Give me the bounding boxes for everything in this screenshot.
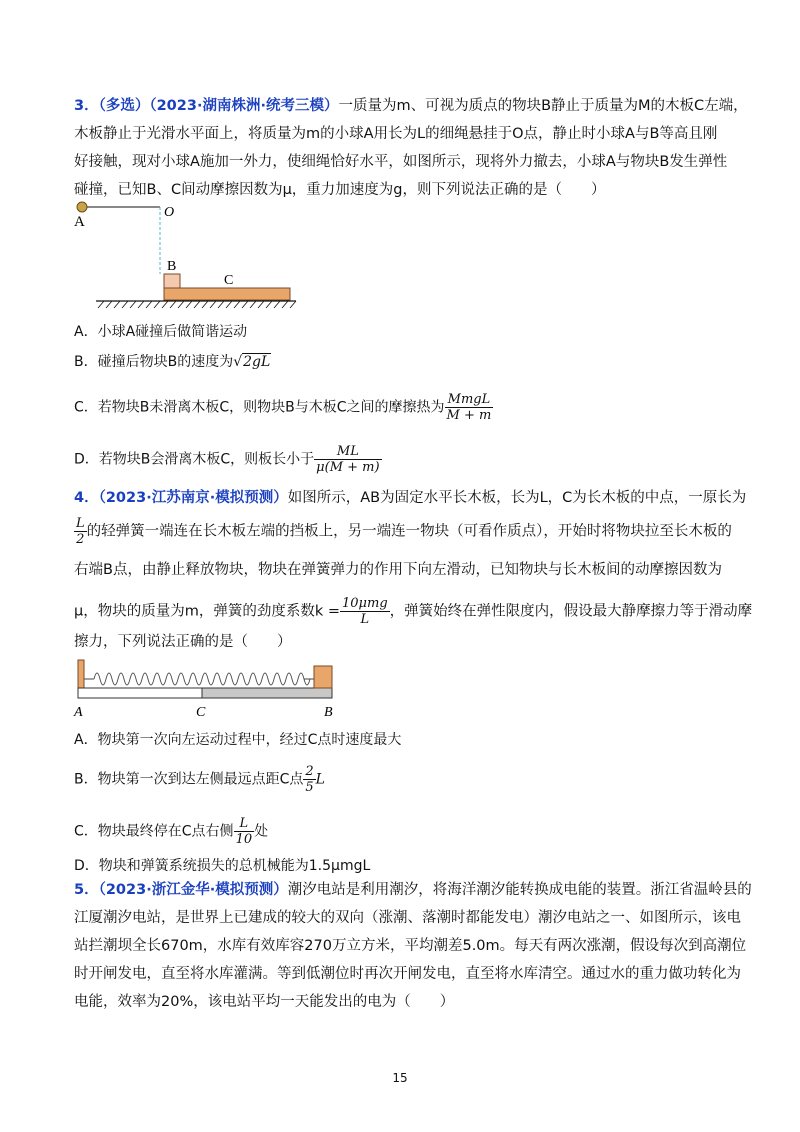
q4-k-denominator: L xyxy=(360,612,370,627)
spring xyxy=(94,673,310,685)
q3-text-4: 碰撞，已知B、C间动摩擦因数为μ，重力加速度为g，则下列说法正确的是（ ） xyxy=(74,182,606,198)
q4-option-b-suffix: L xyxy=(315,771,325,788)
q5-number: 5． xyxy=(74,882,99,898)
q3-option-c-numerator: MmgL xyxy=(445,392,494,408)
q3-option-c xyxy=(74,392,493,423)
q3-text-3: 好接触，现对小球A施加一外力，使细绳恰好水平，如图所示，现将外力撤去，小球A与物块B发生弹性 xyxy=(74,154,728,170)
q4-source: （2023·江苏南京·模拟预测） xyxy=(98,490,288,506)
q5-text-3: 站拦潮坝全长670m，水库有效库容270万立方米，平均潮差5.0m。每天有两次涨潮，假设每次到高潮位 xyxy=(74,938,747,954)
q4-option-c-fraction xyxy=(234,816,255,847)
board-right-half xyxy=(202,688,332,698)
q4-option-b-fraction xyxy=(303,764,315,795)
q4-option-c-suffix: 处 xyxy=(254,823,269,840)
q4-text-5: 擦力，下列说法正确的是（ ） xyxy=(74,634,292,650)
q4-option-c-denominator: 10 xyxy=(235,832,253,847)
q4-text-2: 的轻弹簧一端连在长木板左端的挡板上，另一端连一物块（可看作质点），开始时将物块拉至长木板的 xyxy=(86,523,732,540)
q3-text-1: 一质量为m、可视为质点的物块B静止于质量为M的木板C左端， xyxy=(338,98,748,114)
q4-option-b-numerator: 2 xyxy=(305,764,314,779)
q4-option-b-text: B．物块第一次到达左侧最远点距C点 xyxy=(74,771,304,788)
q3-option-d-numerator: ML xyxy=(314,444,381,460)
page-number: 15 xyxy=(392,1071,408,1085)
q3-option-c-denominator: M + m xyxy=(446,408,492,423)
q3-option-c-fraction xyxy=(445,392,494,423)
q4-half-numerator: L xyxy=(76,516,85,531)
q4-option-c-text: C．物块最终停在C点右侧 xyxy=(74,823,234,840)
q4-fig-label-c: C xyxy=(196,705,206,720)
q4-k-numerator: 10μmg xyxy=(342,596,388,611)
q4-fig-label-a: A xyxy=(74,705,83,720)
q3-option-c-text: C．若物块B未滑离木板C，则物块B与木板C之间的摩擦热为 xyxy=(74,399,445,416)
q4-fig-label-b: B xyxy=(324,705,333,720)
board-c xyxy=(164,288,290,300)
q3-option-d-text: D．若物块B会滑离木板C，则板长小于 xyxy=(74,451,315,468)
q3-fig-label-o: O xyxy=(164,205,175,220)
q3-number: 3． xyxy=(74,98,99,114)
q4-option-d: D．物块和弹簧系统损失的总机械能为1.5μmgL xyxy=(74,858,371,874)
q4-figure xyxy=(70,656,340,722)
q5-text-4: 时开闸发电，直至将水库灌满。等到低潮位时再次开闸发电，直至将水库清空。通过水的重力做功转化为 xyxy=(74,966,741,982)
q4-text-1: 如图所示，AB为固定水平长木板，长为L，C为长木板的中点，一原长为 xyxy=(287,490,747,506)
ground-hatch xyxy=(98,301,296,308)
q3-option-b xyxy=(74,352,271,372)
q4-option-c-numerator: L xyxy=(234,816,255,832)
q3-tag: （多选） xyxy=(98,98,150,114)
q3-option-d-denominator: μ(M + m) xyxy=(316,460,380,475)
q4-option-b xyxy=(74,764,325,795)
q4-text-4b: ，弹簧始终在弹性限度内，假设最大静摩擦力等于滑动摩 xyxy=(389,603,753,620)
block xyxy=(314,666,332,688)
block-b xyxy=(164,274,180,288)
q3-option-b-radicand: 2gL xyxy=(243,354,271,370)
q4-k-fraction xyxy=(340,596,390,627)
q3-fig-label-c: C xyxy=(224,273,234,288)
q3-figure xyxy=(70,198,300,313)
q4-text-4a: μ，物块的质量为m，弹簧的劲度系数k = xyxy=(74,603,341,620)
q5-line-1 xyxy=(74,880,752,900)
q4-line-4 xyxy=(74,596,752,627)
q4-line-2 xyxy=(74,516,732,547)
q4-option-c xyxy=(74,816,268,847)
q4-option-a: A．物块第一次向左运动过程中，经过C点时速度最大 xyxy=(74,732,402,748)
q5-text-1: 潮汐电站是利用潮汐，将海洋潮汐能转换成电能的装置。浙江省温岭县的 xyxy=(287,882,752,898)
q4-number: 4． xyxy=(74,490,99,506)
q4-option-b-denominator: 5 xyxy=(305,780,314,795)
q5-text-2: 江厦潮汐电站，是世界上已建成的较大的双向（涨潮、落潮时都能发电）潮汐电站之一、如图所示，该电 xyxy=(74,910,741,926)
q3-fig-label-b: B xyxy=(167,259,177,274)
q3-text-2: 木板静止于光滑水平面上，将质量为m的小球A用长为L的细绳悬挂于O点，静止时小球A与B等高且刚 xyxy=(74,126,718,142)
q3-option-d xyxy=(74,444,382,475)
q5-source: （2023·浙江金华·模拟预测） xyxy=(98,882,288,898)
q3-option-b-sqrt: √2gL xyxy=(233,354,271,370)
q4-line-1 xyxy=(74,488,746,508)
q4-half-fraction xyxy=(74,516,87,547)
q3-fig-label-a: A xyxy=(74,214,85,230)
q4-half-denominator: 2 xyxy=(76,532,85,547)
q3-option-d-fraction xyxy=(314,444,381,475)
q3-option-a: A．小球A碰撞后做简谐运动 xyxy=(74,324,248,340)
q5-text-5: 电能，效率为20%，该电站平均一天能发出的电为（ ） xyxy=(74,994,455,1010)
q3-line-1 xyxy=(74,96,748,116)
q4-text-3: 右端B点，由静止释放物块，物块在弹簧弹力的作用下向左滑动，已知物块与长木板间的动摩擦因数为 xyxy=(74,562,722,578)
q3-option-b-text: B．碰撞后物块B的速度为 xyxy=(74,354,234,370)
q3-source: （2023·湖南株洲·统考三模） xyxy=(149,98,339,114)
ball-a xyxy=(77,202,87,212)
